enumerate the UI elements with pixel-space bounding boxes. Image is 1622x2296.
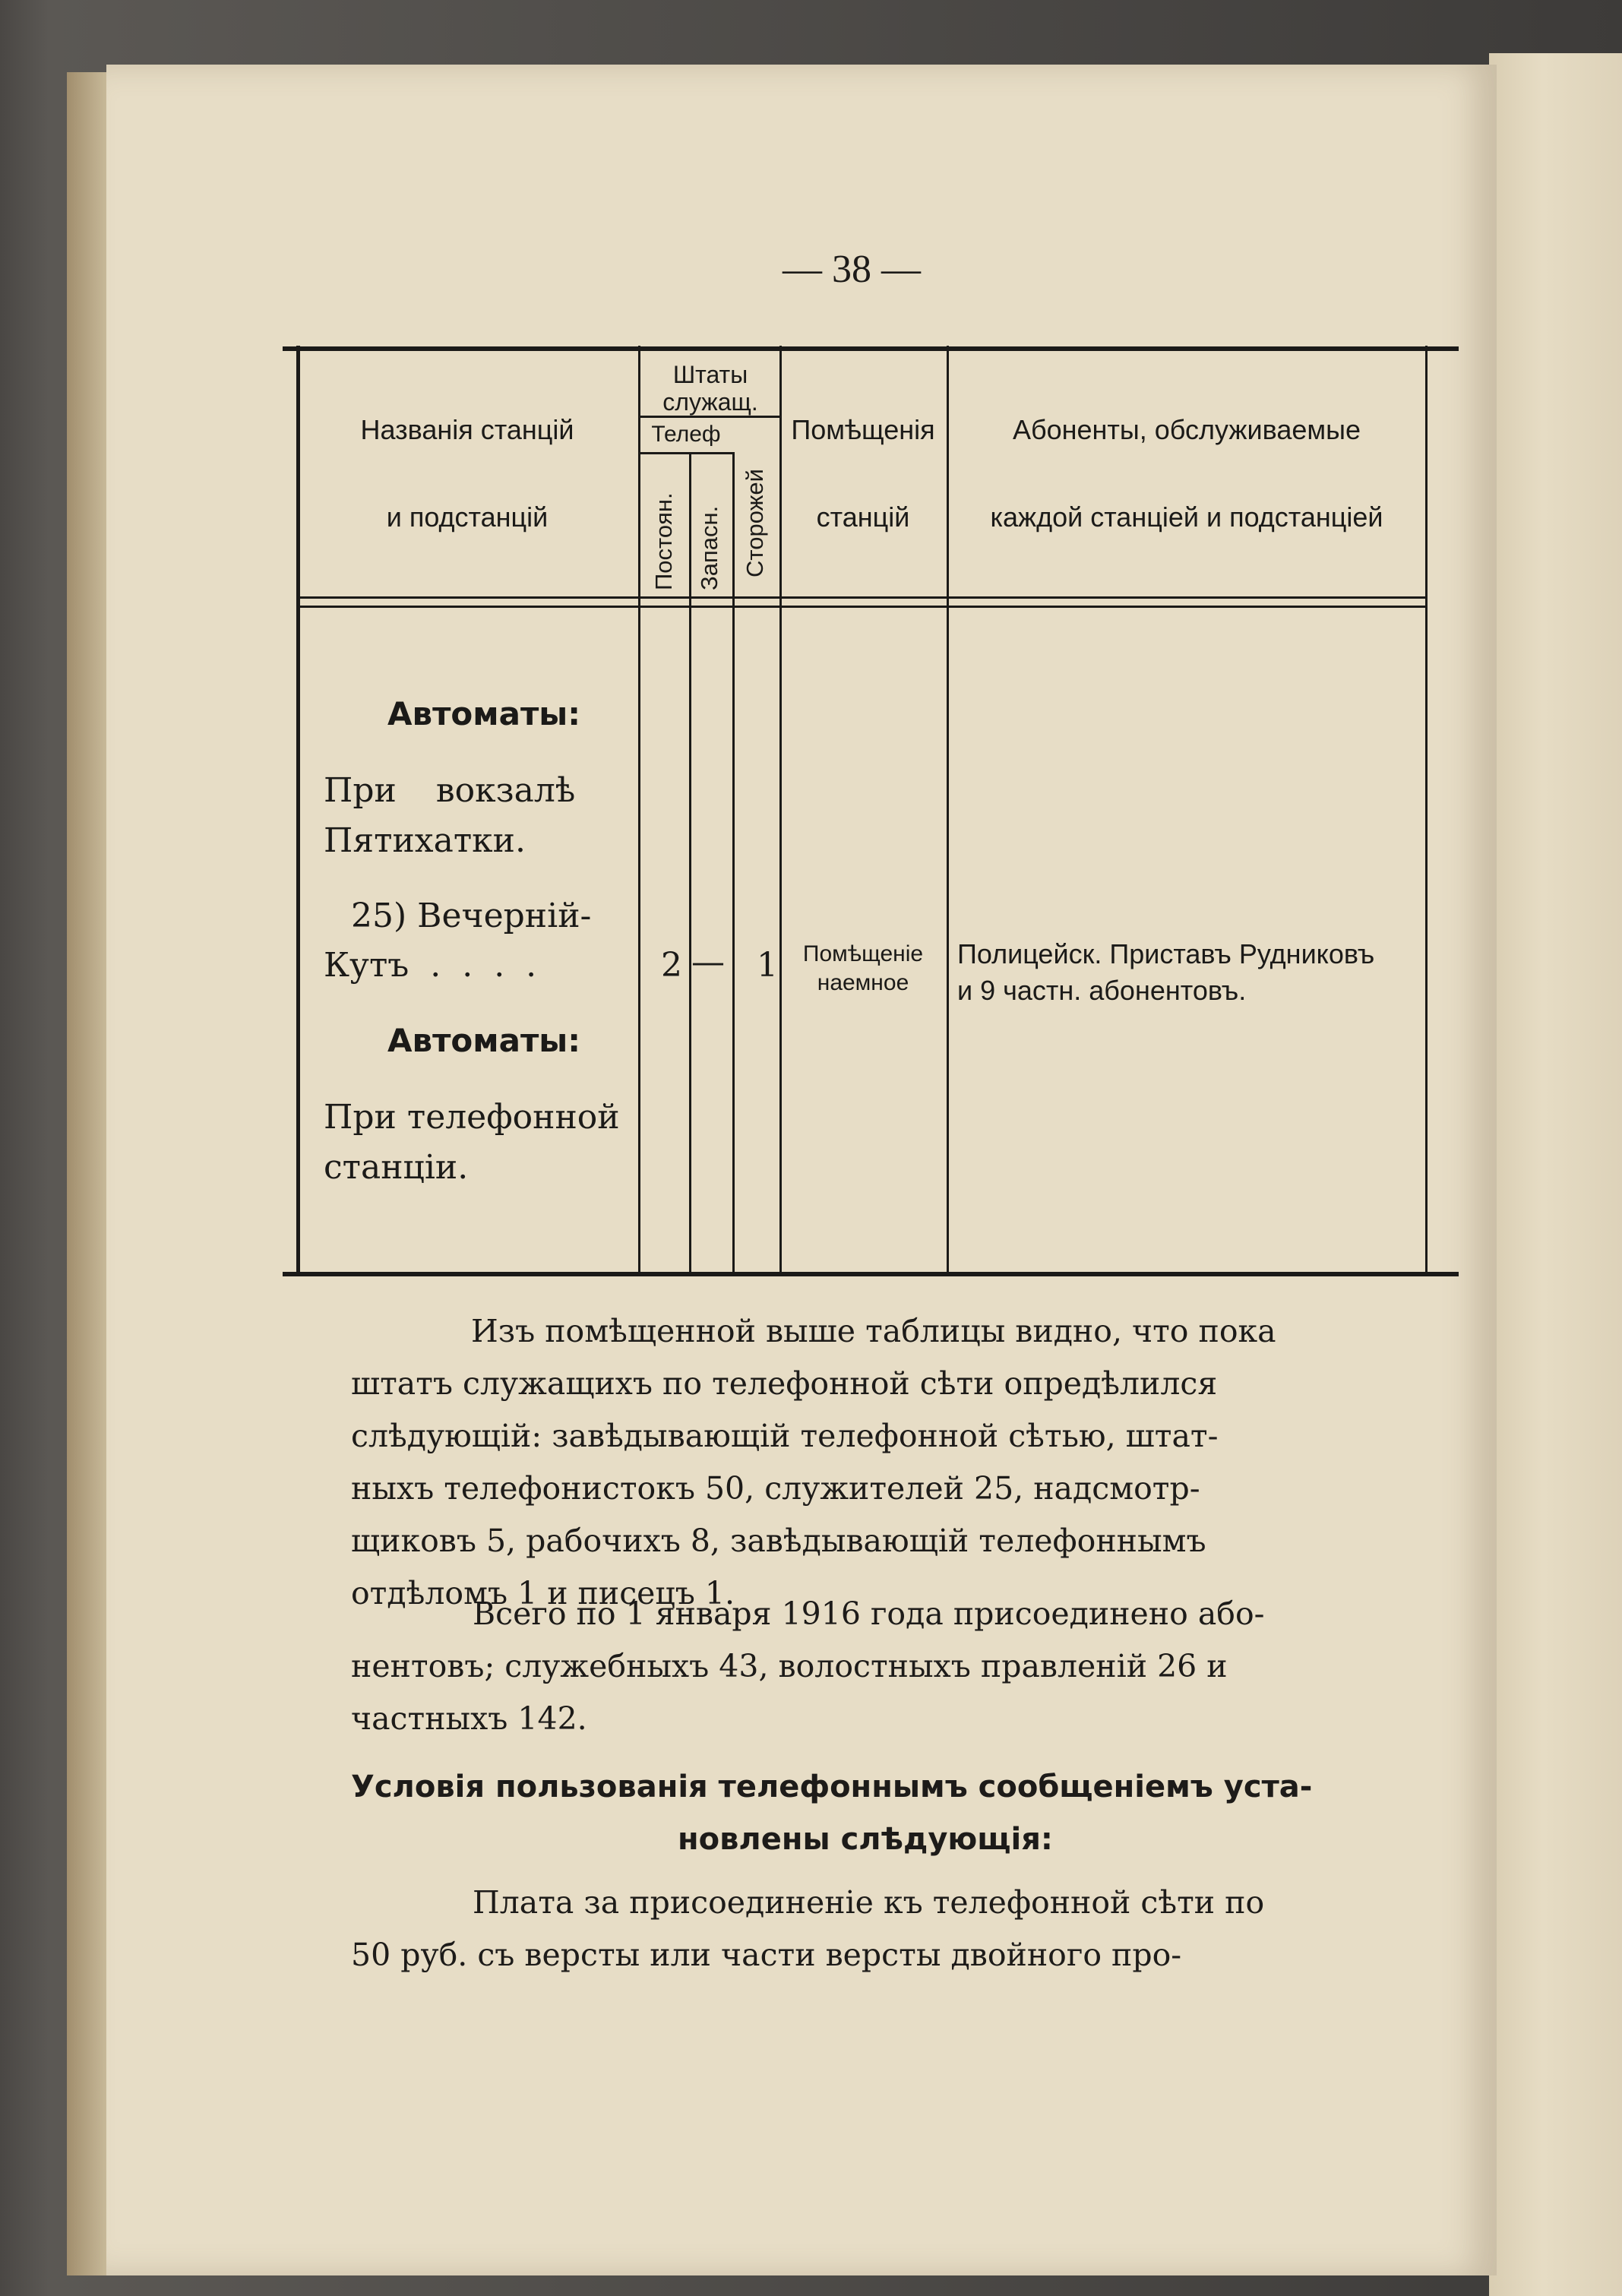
station-25-2: Кутъ . . . . [324, 946, 537, 985]
p2-line-2: нентовъ; служебныхъ 43, волостныхъ правленій 26 и [351, 1648, 1228, 1684]
station-vokzal-text: При вокзалѣ [324, 771, 576, 810]
watchmen-value: 1 [757, 946, 778, 985]
header-station-name-2: и подстанцій [386, 501, 549, 533]
premises-value-1: Помѣщеніе [802, 941, 924, 966]
page-number: — 38 — [783, 248, 921, 291]
col-divider-premises [947, 346, 949, 1273]
header-premises-1: Помѣщенія [791, 414, 935, 445]
p1-line-1: Изъ помѣщенной выше таблицы видно, что пока [471, 1313, 1276, 1349]
header-subscribers-1: Абоненты, обслуживаемые [1012, 414, 1361, 445]
header-reserve: Запасн. [696, 505, 722, 590]
heading-line-2: новлены слѣдующія: [678, 1822, 1053, 1857]
header-permanent: Постоян. [650, 492, 677, 590]
station-vokzal-1 [324, 771, 628, 810]
p1-line-4: ныхъ телефонистокъ 50, служителей 25, надсмотр- [351, 1470, 1200, 1507]
p1-line-6: отдѣломъ 1 и писецъ 1. [351, 1575, 735, 1611]
subscribers-value-1: Полицейск. Приставъ Рудниковъ [957, 938, 1375, 969]
paragraph-3 [351, 1877, 1422, 1981]
header-bottom-line-2 [296, 606, 1427, 608]
stations-table [296, 346, 1451, 1274]
header-telef-group: Телеф [651, 422, 721, 447]
staff-group-line [638, 416, 781, 418]
p3-line-1: Плата за присоединеніе къ телефонной сѣти по [473, 1884, 1265, 1921]
station-tel-2: станціи. [324, 1148, 469, 1187]
table-left-border [296, 346, 300, 1273]
p1-line-2: штатъ служащихъ по телефонной сѣти опредѣлился [351, 1365, 1218, 1402]
p2-line-1: Всего по 1 января 1916 года присоединено або- [473, 1595, 1265, 1632]
station-tel-1: При телефонной [324, 1098, 620, 1137]
facing-page-edge [1489, 53, 1622, 2296]
col-divider-telef-inner [689, 452, 691, 1273]
p2-line-3: частныхъ 142. [351, 1700, 587, 1737]
header-premises-2: станцій [816, 501, 910, 533]
heading-line-1: Условія пользованія телефоннымъ сообщеніемъ уста- [351, 1769, 1313, 1804]
station-25-1: 25) Вечерній- [351, 897, 592, 935]
p3-line-2: 50 руб. съ версты или части версты двойного про- [351, 1937, 1182, 1973]
book-spine-edge [67, 72, 112, 2275]
telef-group-line [638, 452, 734, 454]
p1-line-3: слѣдующій: завѣдывающій телефонной сѣтью, штат- [351, 1418, 1219, 1454]
table-right-border [1425, 346, 1428, 1273]
col-divider-staff [779, 346, 782, 1273]
col-divider-telef [732, 452, 735, 1273]
permanent-value: 2 [661, 946, 682, 985]
col-divider-name [638, 346, 640, 1273]
paragraph-2 [351, 1588, 1422, 1745]
subscribers-value-2: и 9 частн. абонентовъ. [957, 975, 1247, 1006]
header-station-name-1: Названія станцій [360, 414, 574, 445]
header-watchmen: Сторожей [741, 469, 768, 577]
station-vokzal-2: Пятихатки. [324, 821, 526, 860]
automats-heading-2: Автоматы: [387, 1022, 581, 1059]
reserve-value: — [691, 943, 725, 982]
p1-line-5: щиковъ 5, рабочихъ 8, завѣдывающій телефоннымъ [351, 1523, 1206, 1559]
paragraph-1-body [351, 1358, 1422, 1620]
header-bottom-line-1 [296, 596, 1427, 599]
paragraph-1 [349, 1305, 1276, 1358]
conditions-heading [351, 1761, 1422, 1866]
premises-value-2: наемное [817, 970, 909, 995]
automats-heading-1: Автоматы: [387, 695, 581, 732]
header-staff-group: Штаты служащ. [662, 361, 758, 416]
header-subscribers-2: каждой станціей и подстанціей [990, 501, 1383, 533]
